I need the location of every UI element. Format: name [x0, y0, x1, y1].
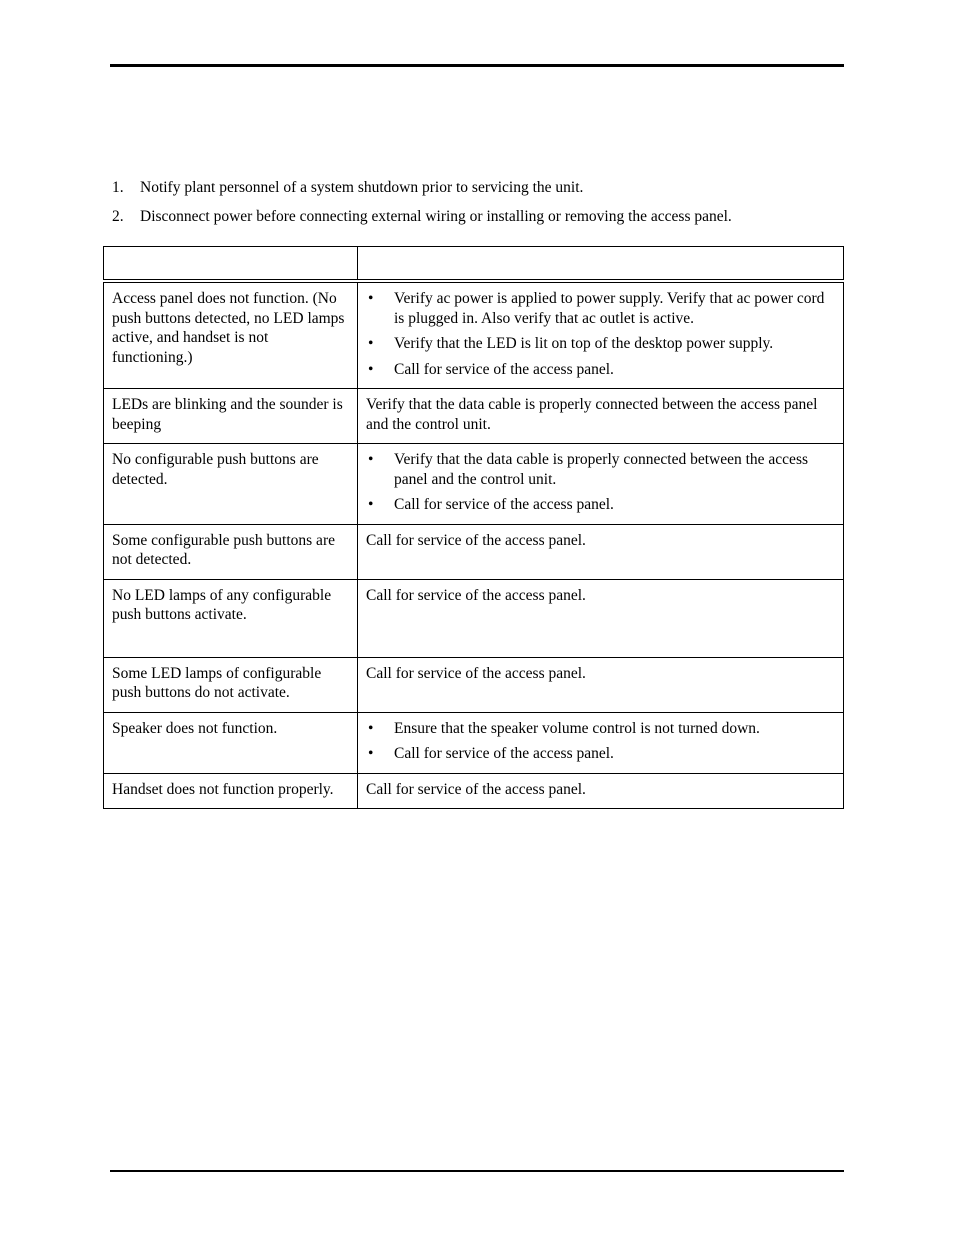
- note-item: [112, 207, 842, 227]
- note-text: Notify plant personnel of a system shutdown prior to servicing the unit.: [140, 179, 584, 196]
- bullet-text: Call for service of the access panel.: [394, 360, 614, 378]
- bullet-text: Ensure that the speaker volume control is not turned down.: [394, 719, 760, 737]
- footer-rule: [110, 1170, 844, 1172]
- note-text: Disconnect power before connecting external wiring or installing or removing the access panel.: [140, 208, 732, 225]
- bullet-text: Verify that the data cable is properly connected between the access panel and the control unit.: [394, 451, 809, 488]
- solution-cell: Call for service of the access panel.: [358, 657, 844, 712]
- bullet-icon: •: [368, 335, 374, 352]
- table-row: [104, 524, 844, 579]
- problem-cell: Some configurable push buttons are not detected.: [104, 524, 358, 579]
- table-row: [104, 773, 844, 809]
- note-item: [112, 178, 842, 198]
- bullet-icon: •: [368, 719, 374, 737]
- bullet-text: Call for service of the access panel.: [394, 496, 614, 513]
- problem-cell: LEDs are blinking and the sounder is beeping: [104, 389, 358, 444]
- problem-cell: Handset does not function properly.: [104, 773, 358, 809]
- solution-cell: [358, 712, 844, 773]
- solution-cell: Verify that the data cable is properly connected between the access panel and the control unit.: [358, 389, 844, 444]
- solution-cell: [358, 444, 844, 525]
- solution-bullet: [366, 334, 835, 354]
- bullet-icon: •: [368, 451, 374, 468]
- problem-cell: Speaker does not function.: [104, 712, 358, 773]
- solution-bullet: [366, 360, 835, 380]
- solution-bullet: [366, 744, 835, 764]
- bullet-text: Verify ac power is applied to power supply. Verify that ac power cord is plugged in. Also verify that ac outlet is active.: [394, 290, 825, 327]
- table-header-row: [104, 247, 844, 282]
- solution-bullet: [366, 719, 835, 739]
- safety-notes: [112, 178, 842, 236]
- bullet-icon: •: [368, 496, 374, 513]
- solution-list: [366, 289, 835, 379]
- header-problem: [104, 247, 358, 282]
- bullet-icon: •: [368, 745, 374, 762]
- bullet-text: Call for service of the access panel.: [394, 745, 614, 762]
- solution-cell: Call for service of the access panel.: [358, 773, 844, 809]
- solution-bullet: [366, 289, 835, 328]
- problem-cell: Access panel does not function. (No push buttons detected, no LED lamps active, and handset is not functioning.): [104, 281, 358, 389]
- solution-bullet: [366, 495, 835, 515]
- header-rule: [110, 64, 844, 67]
- header-solution: [358, 247, 844, 282]
- note-number: 2.: [112, 208, 124, 225]
- note-number: 1.: [112, 179, 124, 196]
- troubleshooting-table: [103, 246, 844, 809]
- problem-cell: Some LED lamps of configurable push buttons do not activate.: [104, 657, 358, 712]
- solution-cell: Call for service of the access panel.: [358, 524, 844, 579]
- table-row: [104, 281, 844, 389]
- bullet-icon: •: [368, 290, 374, 307]
- bullet-icon: •: [368, 360, 374, 378]
- table-row: [104, 712, 844, 773]
- problem-cell: No configurable push buttons are detected.: [104, 444, 358, 525]
- problem-cell: No LED lamps of any configurable push buttons activate.: [104, 579, 358, 657]
- table-row: [104, 657, 844, 712]
- solution-cell: [358, 281, 844, 389]
- table-row: [104, 444, 844, 525]
- table-row: [104, 389, 844, 444]
- solution-cell: Call for service of the access panel.: [358, 579, 844, 657]
- bullet-text: Verify that the LED is lit on top of the desktop power supply.: [394, 335, 774, 352]
- solution-list: [366, 719, 835, 764]
- table-row: [104, 579, 844, 657]
- solution-list: [366, 450, 835, 515]
- solution-bullet: [366, 450, 835, 489]
